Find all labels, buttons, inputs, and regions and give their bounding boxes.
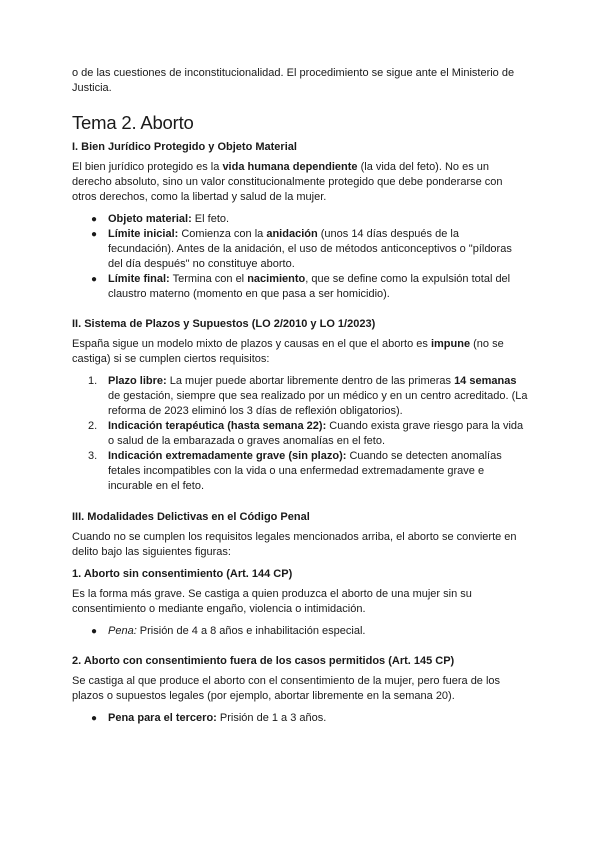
list-item [72, 212, 528, 227]
list-item [72, 419, 528, 449]
item-label: Plazo libre: [108, 375, 167, 387]
topic-title: Tema 2. Aborto [72, 112, 194, 133]
item-label: Límite inicial: [108, 228, 179, 240]
text-run: (no se castiga) si se cumplen ciertos requisitos: [72, 338, 504, 365]
subsection-2-bullets [72, 711, 528, 726]
number-marker: 3. [88, 450, 98, 462]
list-item [72, 624, 528, 639]
list-item [72, 711, 528, 726]
section-1-heading: I. Bien Jurídico Protegido y Objeto Material [72, 141, 297, 153]
item-text: Prisión de 4 a 8 años e inhabilitación especial. [136, 625, 366, 637]
bullet-marker: ● [91, 214, 98, 225]
subsection-1-heading: 1. Aborto sin consentimiento (Art. 144 CP) [72, 568, 293, 580]
item-label: Objeto material: [108, 213, 192, 225]
list-item [72, 272, 528, 302]
bold-term: vida humana dependiente [222, 161, 358, 173]
bullet-marker: ● [91, 274, 98, 285]
item-text: Termina con el [169, 273, 248, 285]
item-label: Límite final: [108, 273, 170, 285]
bold-term: 14 semanas [454, 375, 517, 387]
text-run: (la vida del feto). No es un derecho absoluto, sino un valor constitucionalmente protegido que debe ponderarse con otros derechos, como la libertad y salud de la mujer. [72, 161, 503, 203]
number-marker: 2. [88, 420, 98, 432]
bullet-marker: ● [91, 229, 98, 240]
bullet-marker: ● [91, 626, 98, 637]
item-label: Indicación terapéutica (hasta semana 22): [108, 420, 327, 432]
item-text: , que se define como la expulsión total del claustro materno (momento en que pasa a ser homicidio). [108, 273, 511, 300]
item-text: Cuando se detecten anomalías fetales incompatibles con la vida o una enfermedad extremadamente grave e incurable en el feto. [108, 450, 502, 492]
section-3-paragraph: Cuando no se cumplen los requisitos legales mencionados arriba, el aborto se convierte en delito bajo las siguientes figuras: [72, 531, 517, 558]
item-text: La mujer puede abortar libremente dentro de las primeras [166, 375, 455, 387]
section-1-paragraph [72, 160, 528, 205]
subsection-2-heading: 2. Aborto con consentimiento fuera de los casos permitidos (Art. 145 CP) [72, 655, 455, 667]
item-label: Indicación extremadamente grave (sin plazo): [108, 450, 347, 462]
section-3-heading: III. Modalidades Delictivas en el Código Penal [72, 511, 310, 523]
item-text: Comienza con la [178, 228, 267, 240]
item-text: Cuando exista grave riesgo para la vida o salud de la embarazada o graves anomalías en el feto. [108, 420, 524, 447]
number-marker: 1. [88, 375, 98, 387]
item-label: Pena para el tercero: [108, 712, 217, 724]
item-label: Pena: [108, 625, 137, 637]
item-text: (unos 14 días después de la fecundación). Antes de la anidación, el uso de métodos anticonceptivos o "píldoras del día después" no constituye aborto. [108, 228, 512, 270]
subsection-2-paragraph: Se castiga al que produce el aborto con el consentimiento de la mujer, pero fuera de los plazos o supuestos legales (por ejemplo, abortar libremente en la semana 20). [72, 675, 501, 702]
bold-term: impune [430, 338, 471, 350]
document-page [72, 66, 528, 734]
subsection-1-bullets [72, 624, 528, 639]
bold-term: anidación [266, 228, 318, 240]
list-item [72, 374, 528, 419]
item-text: El feto. [191, 213, 230, 225]
list-item [72, 227, 528, 272]
item-text: Prisión de 1 a 3 años. [216, 712, 327, 724]
text-run: El bien jurídico protegido es la [72, 161, 223, 173]
item-text: de gestación, siempre que sea realizado por un médico y en un centro acreditado. (La reforma de 2023 eliminó los 3 días de reflexión obligatorios). [108, 390, 528, 417]
bold-term: nacimiento [247, 273, 306, 285]
section-2-numbered-list [72, 374, 528, 494]
intro-paragraph: o de las cuestiones de inconstitucionalidad. El procedimiento se sigue ante el Ministerio de Justicia. [72, 67, 515, 94]
section-1-bullets [72, 212, 528, 302]
subsection-1-paragraph: Es la forma más grave. Se castiga a quien produzca el aborto de una mujer sin su consentimiento o mediante engaño, violencia o intimidación. [72, 588, 472, 615]
bullet-marker: ● [91, 713, 98, 724]
text-run: España sigue un modelo mixto de plazos y causas en el que el aborto es [72, 338, 431, 350]
section-2-heading: II. Sistema de Plazos y Supuestos (LO 2/2010 y LO 1/2023) [72, 318, 376, 330]
section-2-paragraph [72, 337, 528, 367]
list-item [72, 449, 528, 494]
